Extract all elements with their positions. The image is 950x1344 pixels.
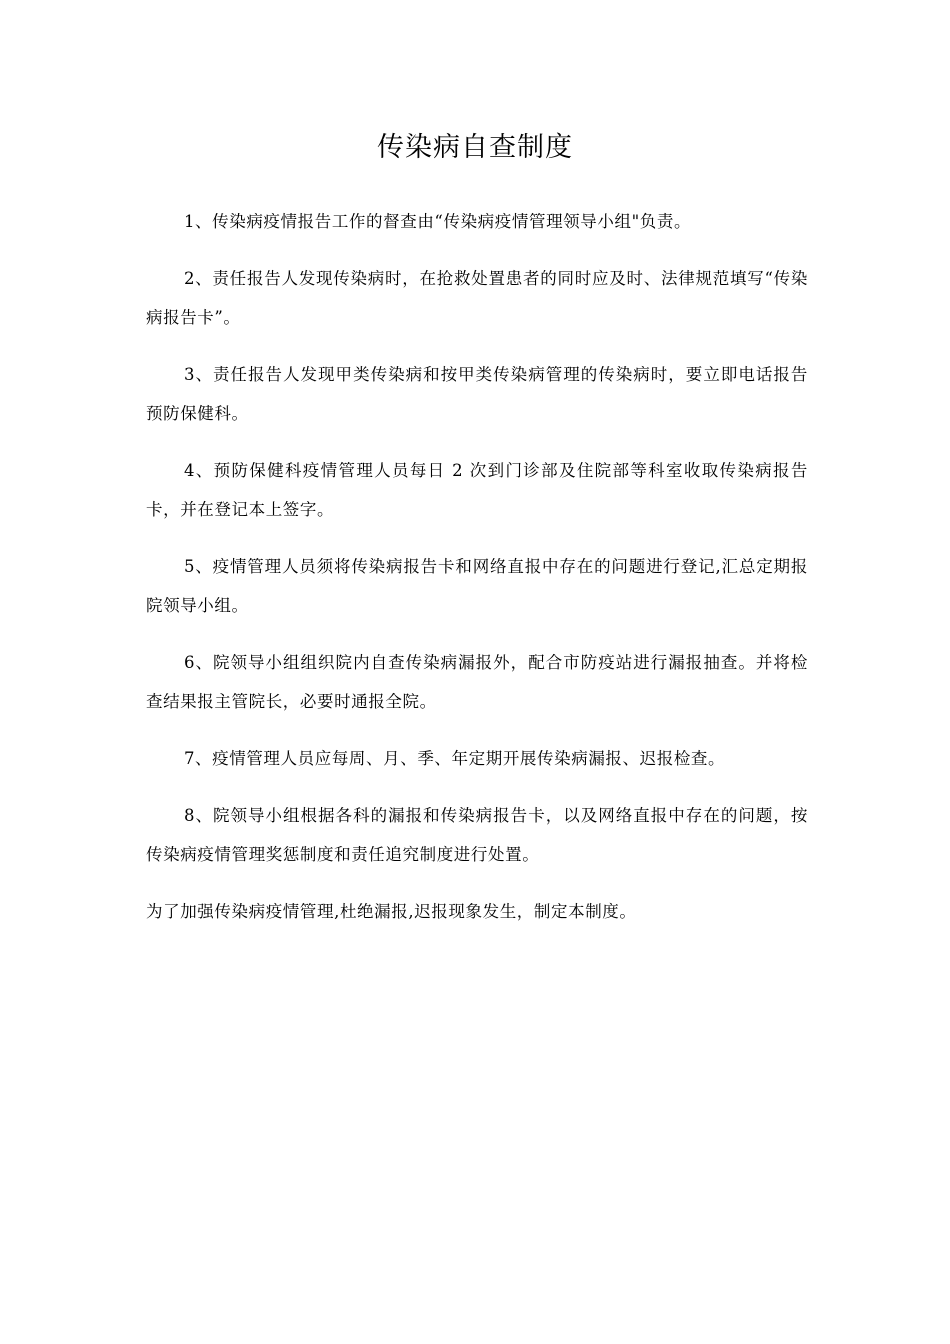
- rule-paragraph-2: 2、责任报告人发现传染病时，在抢救处置患者的同时应及时、法律规范填写“传染病报告卡”。: [146, 269, 808, 327]
- purpose-statement: 为了加强传染病疫情管理,杜绝漏报,迟报现象发生，制定本制度。: [146, 902, 637, 921]
- rule-paragraph-7: 7、疫情管理人员应每周、月、季、年定期开展传染病漏报、迟报检查。: [183, 749, 726, 768]
- rule-paragraph-6: 6、院领导小组组织院内自查传染病漏报外，配合市防疫站进行漏报抽查。并将检查结果报主管院长，必要时通报全院。: [146, 653, 808, 711]
- rule-paragraph-3: 3、责任报告人发现甲类传染病和按甲类传染病管理的传染病时，要立即电话报告预防保健科。: [146, 365, 808, 423]
- rule-paragraph-4: 4、预防保健科疫情管理人员每日 2 次到门诊部及住院部等科室收取传染病报告卡，并在登记本上签字。: [146, 461, 808, 519]
- document-title: 传染病自查制度: [377, 132, 573, 163]
- rule-paragraph-1: 1、传染病疫情报告工作的督查由“传染病疫情管理领导小组"负责。: [183, 212, 692, 231]
- rule-paragraph-5: 5、疫情管理人员须将传染病报告卡和网络直报中存在的问题进行登记,汇总定期报院领导小组。: [146, 557, 808, 615]
- rule-paragraph-8: 8、院领导小组根据各科的漏报和传染病报告卡，以及网络直报中存在的问题，按传染病疫情管理奖惩制度和责任追究制度进行处置。: [146, 806, 808, 864]
- document-body: [146, 202, 808, 949]
